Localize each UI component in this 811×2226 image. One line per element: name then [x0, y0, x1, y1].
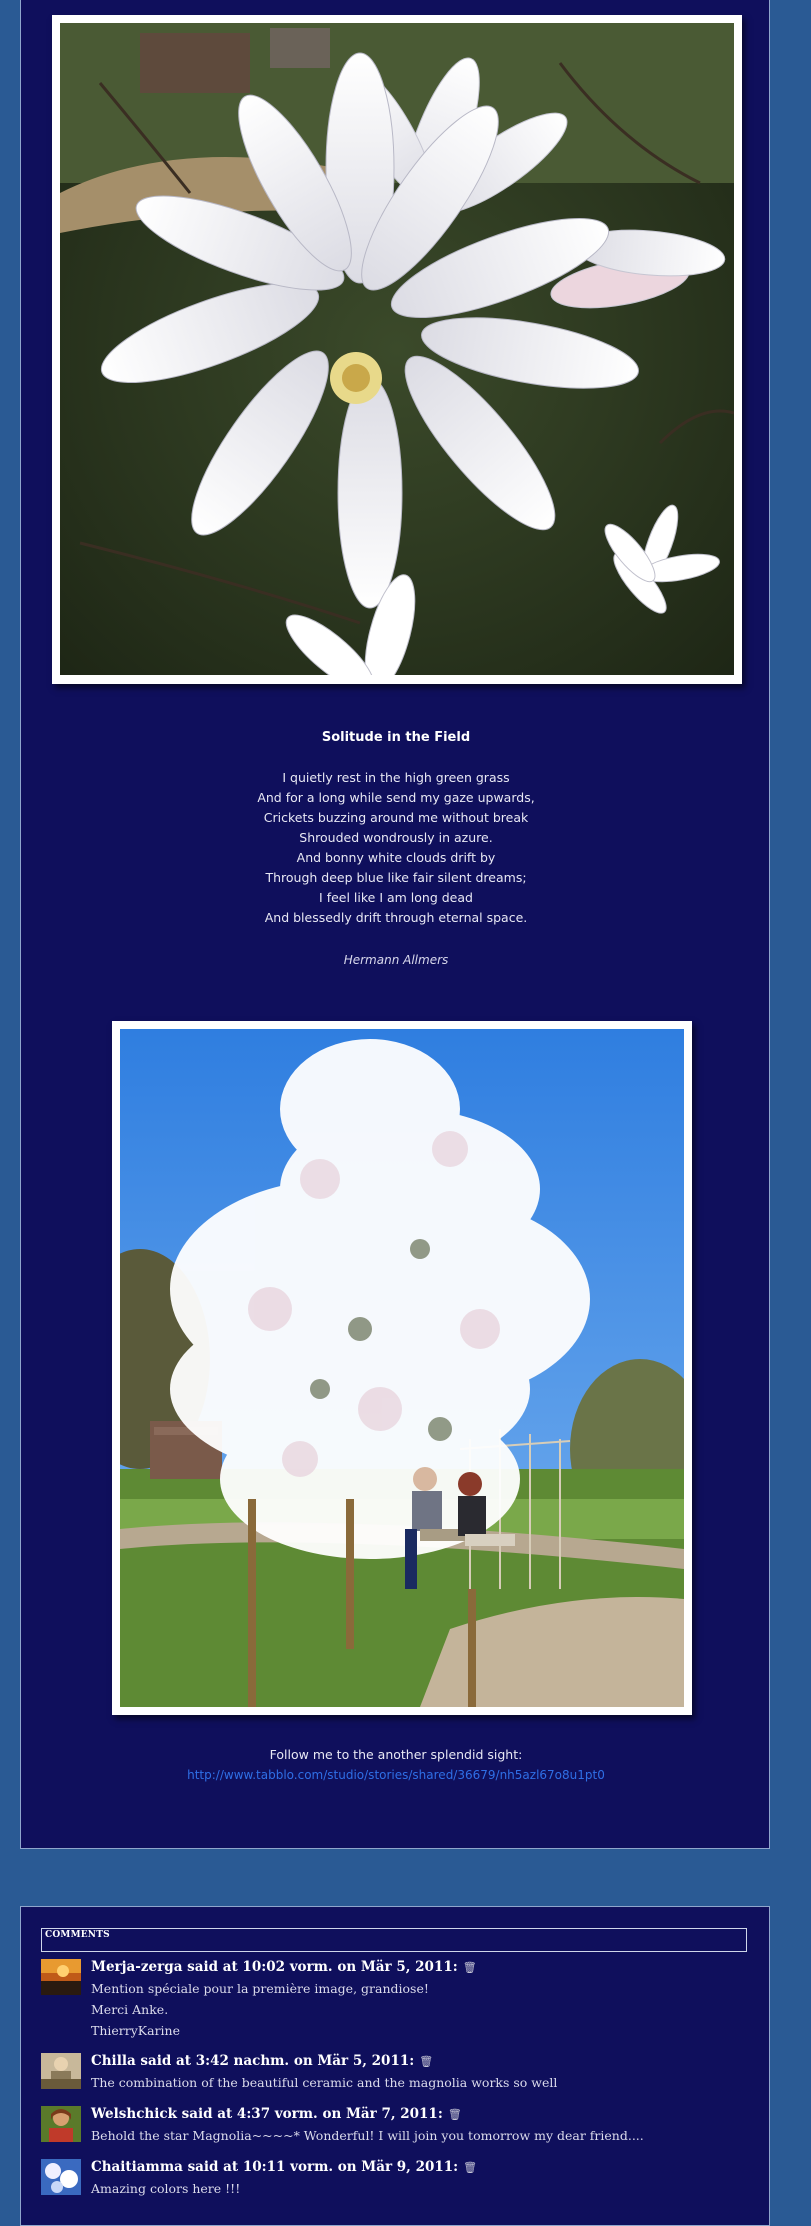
- comments-panel: [20, 1906, 770, 2226]
- figure-avatar-icon[interactable]: [41, 2053, 81, 2089]
- comment-author-line: [91, 2051, 557, 2072]
- comment-text: Mention spéciale pour la première image, grandiose!: [91, 1981, 429, 1996]
- portrait-avatar-icon[interactable]: [41, 2106, 81, 2142]
- trash-icon[interactable]: 🗑: [463, 2161, 478, 2174]
- comment-text: Amazing colors here !!!: [91, 2181, 241, 2196]
- magnolia-tree-photo: [120, 1029, 684, 1707]
- sunset-avatar-icon[interactable]: [41, 1959, 81, 1995]
- comment-body: [91, 1957, 477, 2041]
- poem-author: Hermann Allmers: [343, 953, 449, 967]
- poem: [21, 728, 771, 970]
- comment-author-line: [91, 2104, 644, 2125]
- poem-line: Through deep blue like fair silent dreams;: [265, 870, 527, 885]
- comment-author[interactable]: Chaitiamma said at 10:11 vorm. on Mär 9, 2011:: [91, 2159, 459, 2175]
- comments-header: [41, 1928, 747, 1952]
- comment-body: [91, 2157, 477, 2199]
- poem-line: Crickets buzzing around me without break: [263, 810, 529, 825]
- flowers-avatar-icon[interactable]: [41, 2159, 81, 2195]
- comment-author[interactable]: Merja-zerga said at 10:02 vorm. on Mär 5, 2011:: [91, 1959, 458, 1975]
- photo-frame-magnolia-closeup: [52, 15, 742, 684]
- poem-line: I quietly rest in the high green grass: [282, 770, 510, 785]
- trash-icon[interactable]: 🗑: [419, 2055, 434, 2068]
- comment-body: [91, 2104, 644, 2146]
- comment-author-line: [91, 2157, 477, 2178]
- poem-lines: [21, 768, 771, 928]
- poem-title: Solitude in the Field: [321, 730, 471, 745]
- comment-text: ThierryKarine: [91, 2023, 181, 2038]
- comment-body: [91, 2051, 557, 2093]
- comment-author-line: [91, 1957, 477, 1978]
- poem-line: And bonny white clouds drift by: [296, 850, 496, 865]
- comment-item: [41, 1957, 751, 2047]
- comment-text: Behold the star Magnolia~~~~* Wonderful! I will join you tomorrow my dear friend....: [91, 2128, 644, 2143]
- comment-author[interactable]: Chilla said at 3:42 nachm. on Mär 5, 2011:: [91, 2053, 415, 2069]
- follow-text: Follow me to the another splendid sight:: [269, 1747, 523, 1762]
- trash-icon[interactable]: 🗑: [462, 1961, 477, 1974]
- comment-text: The combination of the beautiful ceramic and the magnolia works so well: [91, 2075, 558, 2090]
- comments-header-label: COMMENTS: [45, 1930, 110, 1940]
- trash-icon[interactable]: 🗑: [447, 2108, 462, 2121]
- poem-line: And blessedly drift through eternal space.: [264, 910, 528, 925]
- tabblo-story-link[interactable]: http://www.tabblo.com/studio/stories/shared/36679/nh5azl67o8u1pt0: [187, 1768, 605, 1782]
- poem-line: And for a long while send my gaze upwards,: [257, 790, 535, 805]
- magnolia-closeup-photo: [60, 23, 734, 675]
- comment-item: [41, 2104, 751, 2148]
- comment-author[interactable]: Welshchick said at 4:37 vorm. on Mär 7, 2011:: [91, 2106, 443, 2122]
- poem-line: Shrouded wondrously in azure.: [299, 830, 493, 845]
- comment-item: [41, 2051, 751, 2095]
- comment-item: [41, 2157, 751, 2201]
- poem-line: I feel like I am long dead: [319, 890, 473, 905]
- post-panel: [20, 0, 770, 1849]
- follow-section: [21, 1745, 771, 1785]
- photo-frame-magnolia-tree: [112, 1021, 692, 1715]
- comment-text: Merci Anke.: [91, 2002, 169, 2017]
